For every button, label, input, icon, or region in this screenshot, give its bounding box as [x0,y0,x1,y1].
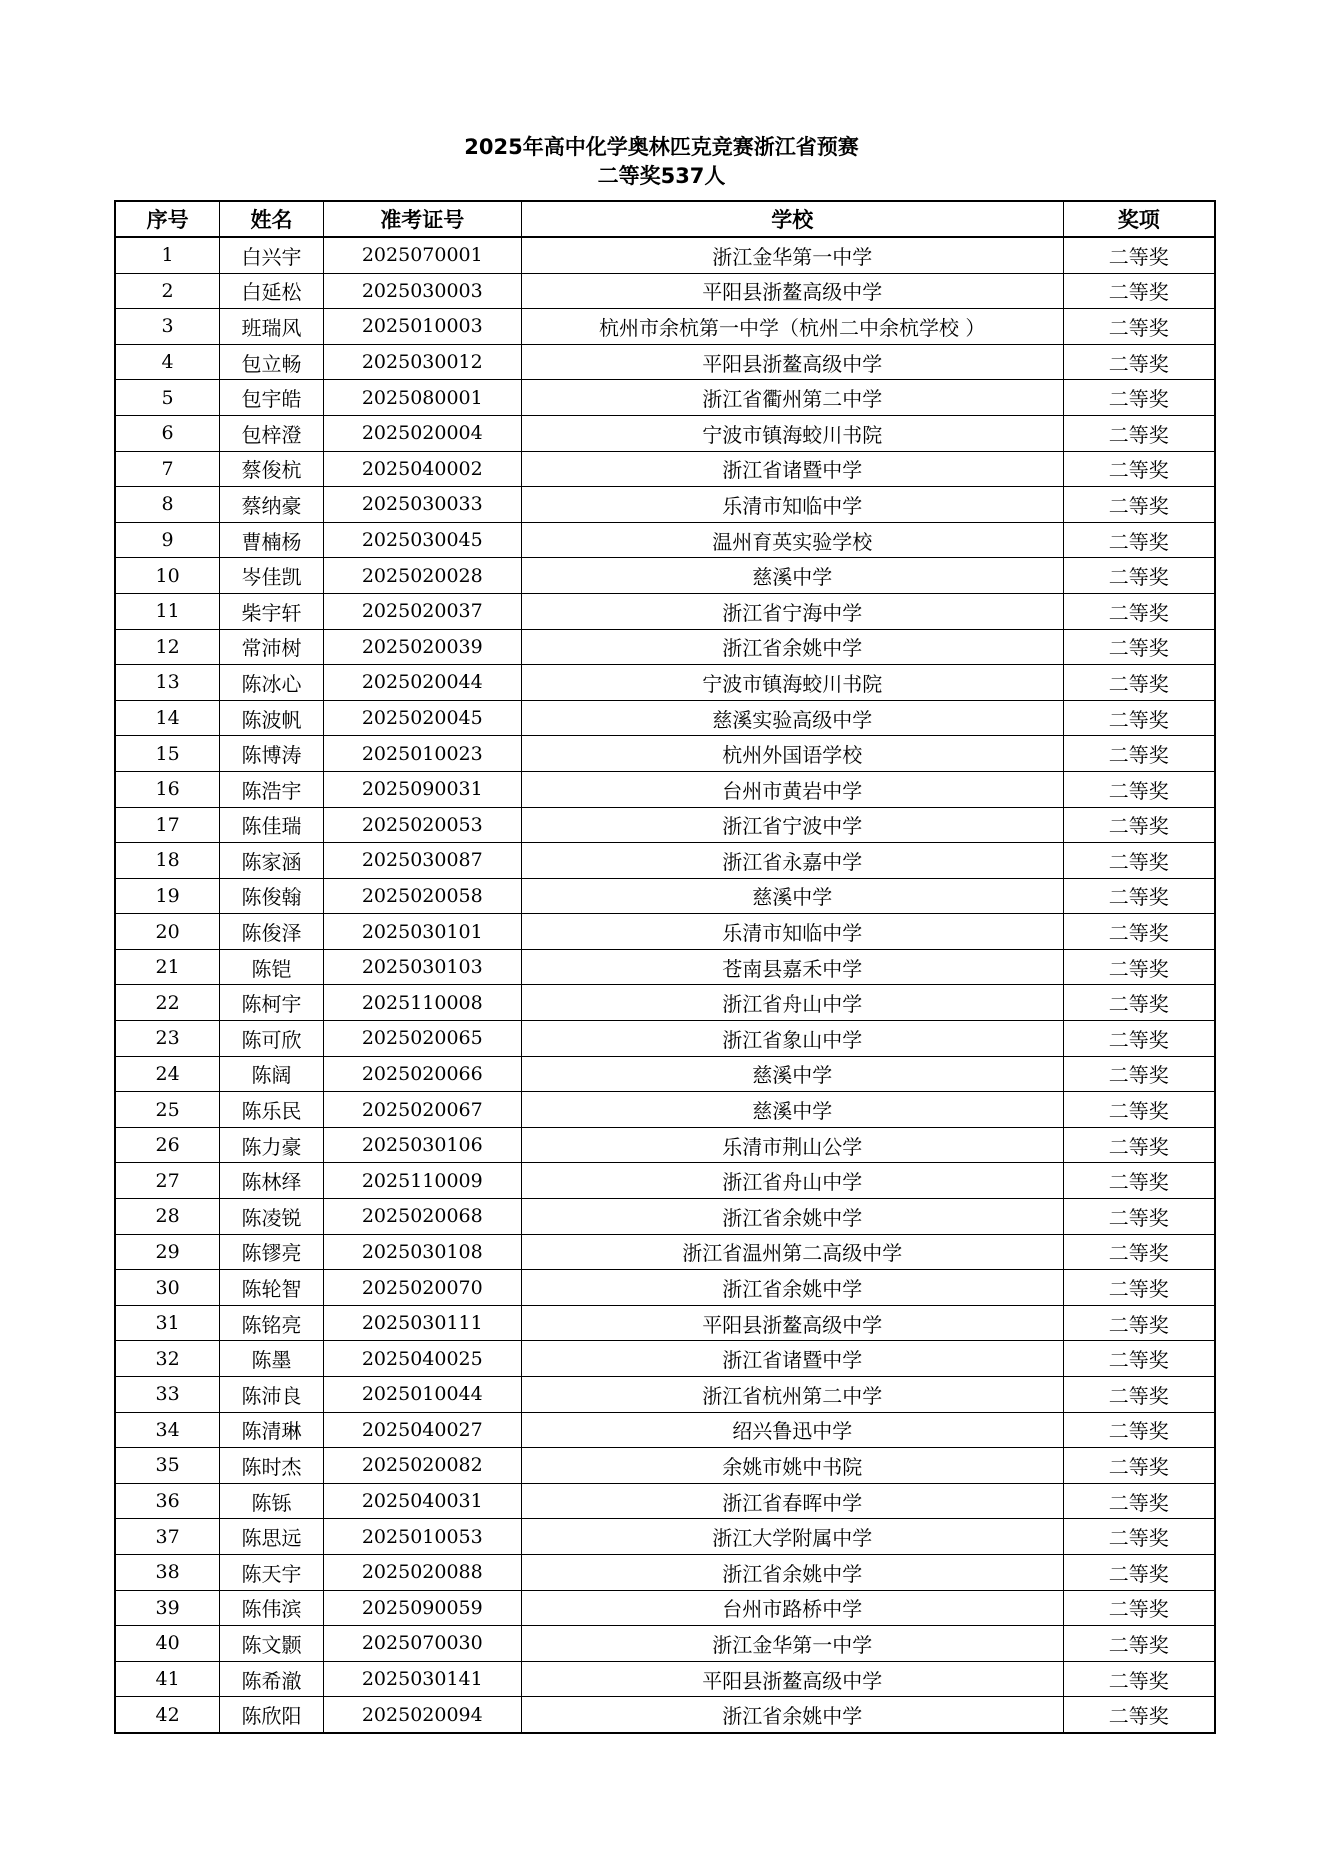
cell-number: 3 [115,309,220,345]
cell-exam-id: 2025020028 [323,558,521,594]
cell-award: 二等奖 [1063,629,1215,665]
cell-exam-id: 2025010053 [323,1519,521,1555]
table-row [115,1341,1215,1377]
table-row [115,415,1215,451]
cell-number: 29 [115,1234,220,1270]
table-row [115,558,1215,594]
cell-name: 柴宇轩 [220,593,324,629]
cell-award: 二等奖 [1063,1092,1215,1128]
cell-award: 二等奖 [1063,1305,1215,1341]
cell-school: 温州育英实验学校 [521,522,1063,558]
table-row [115,380,1215,416]
cell-name: 陈佳瑞 [220,807,324,843]
cell-name: 白延松 [220,273,324,309]
table-row [115,1697,1215,1733]
table-row [115,1021,1215,1057]
table-row [115,1448,1215,1484]
cell-exam-id: 2025020088 [323,1554,521,1590]
table-row [115,1483,1215,1519]
cell-number: 28 [115,1199,220,1235]
cell-school: 余姚市姚中书院 [521,1448,1063,1484]
cell-award: 二等奖 [1063,1163,1215,1199]
cell-number: 37 [115,1519,220,1555]
cell-school: 浙江省舟山中学 [521,1163,1063,1199]
cell-exam-id: 2025030033 [323,487,521,523]
table-row [115,629,1215,665]
cell-number: 25 [115,1092,220,1128]
cell-exam-id: 2025030087 [323,843,521,879]
cell-school: 平阳县浙鳌高级中学 [521,344,1063,380]
cell-exam-id: 2025030108 [323,1234,521,1270]
cell-name: 包立畅 [220,344,324,380]
cell-name: 陈文颢 [220,1626,324,1662]
cell-exam-id: 2025030141 [323,1661,521,1697]
cell-award: 二等奖 [1063,309,1215,345]
cell-name: 陈伟滨 [220,1590,324,1626]
cell-exam-id: 2025020065 [323,1021,521,1057]
cell-award: 二等奖 [1063,415,1215,451]
cell-name: 岑佳凯 [220,558,324,594]
cell-name: 白兴宇 [220,237,324,273]
cell-award: 二等奖 [1063,1554,1215,1590]
table-row [115,1626,1215,1662]
table-row [115,1199,1215,1235]
cell-exam-id: 2025110009 [323,1163,521,1199]
cell-number: 42 [115,1697,220,1733]
cell-school: 浙江大学附属中学 [521,1519,1063,1555]
cell-number: 31 [115,1305,220,1341]
cell-exam-id: 2025110008 [323,985,521,1021]
cell-number: 11 [115,593,220,629]
cell-number: 27 [115,1163,220,1199]
header-cell-school: 学校 [521,201,1063,237]
table-row [115,700,1215,736]
cell-number: 22 [115,985,220,1021]
cell-exam-id: 2025040002 [323,451,521,487]
cell-school: 台州市路桥中学 [521,1590,1063,1626]
cell-award: 二等奖 [1063,949,1215,985]
cell-name: 包宇皓 [220,380,324,416]
cell-name: 蔡纳豪 [220,487,324,523]
header-cell-award: 奖项 [1063,201,1215,237]
cell-award: 二等奖 [1063,1341,1215,1377]
cell-award: 二等奖 [1063,985,1215,1021]
table-row [115,843,1215,879]
cell-name: 陈柯宇 [220,985,324,1021]
cell-number: 20 [115,914,220,950]
cell-award: 二等奖 [1063,273,1215,309]
cell-number: 34 [115,1412,220,1448]
cell-exam-id: 2025020004 [323,415,521,451]
cell-name: 陈林绎 [220,1163,324,1199]
cell-exam-id: 2025030103 [323,949,521,985]
cell-school: 绍兴鲁迅中学 [521,1412,1063,1448]
cell-name: 陈冰心 [220,665,324,701]
cell-exam-id: 2025040025 [323,1341,521,1377]
cell-exam-id: 2025020094 [323,1697,521,1733]
cell-name: 曹楠杨 [220,522,324,558]
cell-exam-id: 2025030012 [323,344,521,380]
cell-school: 浙江省余姚中学 [521,1270,1063,1306]
table-row [115,665,1215,701]
cell-name: 陈俊泽 [220,914,324,950]
cell-exam-id: 2025010003 [323,309,521,345]
table-row [115,1661,1215,1697]
table-row [115,344,1215,380]
cell-exam-id: 2025020045 [323,700,521,736]
cell-school: 浙江省余姚中学 [521,629,1063,665]
cell-award: 二等奖 [1063,1377,1215,1413]
cell-school: 浙江省杭州第二中学 [521,1377,1063,1413]
cell-number: 7 [115,451,220,487]
cell-school: 乐清市荆山公学 [521,1127,1063,1163]
cell-number: 4 [115,344,220,380]
cell-award: 二等奖 [1063,1127,1215,1163]
table-row [115,1163,1215,1199]
cell-exam-id: 2025070001 [323,237,521,273]
cell-name: 陈阔 [220,1056,324,1092]
cell-name: 陈俊翰 [220,878,324,914]
cell-name: 陈铭亮 [220,1305,324,1341]
cell-award: 二等奖 [1063,344,1215,380]
cell-number: 14 [115,700,220,736]
cell-exam-id: 2025080001 [323,380,521,416]
cell-school: 浙江省宁波中学 [521,807,1063,843]
cell-exam-id: 2025070030 [323,1626,521,1662]
cell-exam-id: 2025020053 [323,807,521,843]
cell-award: 二等奖 [1063,1448,1215,1484]
cell-number: 32 [115,1341,220,1377]
table-row [115,593,1215,629]
cell-school: 杭州市余杭第一中学（杭州二中余杭学校 ） [521,309,1063,345]
cell-school: 浙江省余姚中学 [521,1554,1063,1590]
document-subtitle: 二等奖537人 [597,164,726,188]
cell-exam-id: 2025030003 [323,273,521,309]
cell-school: 乐清市知临中学 [521,914,1063,950]
cell-award: 二等奖 [1063,1021,1215,1057]
cell-number: 12 [115,629,220,665]
header-cell-exam-id: 准考证号 [323,201,521,237]
cell-name: 陈铄 [220,1483,324,1519]
cell-number: 23 [115,1021,220,1057]
cell-school: 浙江省永嘉中学 [521,843,1063,879]
cell-number: 6 [115,415,220,451]
cell-number: 35 [115,1448,220,1484]
cell-school: 浙江省衢州第二中学 [521,380,1063,416]
cell-school: 台州市黄岩中学 [521,771,1063,807]
cell-award: 二等奖 [1063,1590,1215,1626]
table-row [115,736,1215,772]
cell-number: 24 [115,1056,220,1092]
cell-number: 18 [115,843,220,879]
cell-number: 36 [115,1483,220,1519]
cell-award: 二等奖 [1063,665,1215,701]
table-row [115,914,1215,950]
table-row [115,1554,1215,1590]
header-cell-name: 姓名 [220,201,324,237]
cell-exam-id: 2025020070 [323,1270,521,1306]
cell-award: 二等奖 [1063,487,1215,523]
cell-name: 陈沛良 [220,1377,324,1413]
cell-name: 陈铠 [220,949,324,985]
table-row [115,807,1215,843]
cell-school: 慈溪中学 [521,878,1063,914]
cell-school: 浙江省余姚中学 [521,1199,1063,1235]
cell-name: 包梓澄 [220,415,324,451]
cell-name: 陈思远 [220,1519,324,1555]
table-body [115,237,1215,1733]
cell-school: 慈溪中学 [521,1092,1063,1128]
cell-award: 二等奖 [1063,1199,1215,1235]
cell-number: 9 [115,522,220,558]
cell-school: 浙江省温州第二高级中学 [521,1234,1063,1270]
cell-name: 陈轮智 [220,1270,324,1306]
cell-award: 二等奖 [1063,1270,1215,1306]
table-row [115,237,1215,273]
cell-number: 19 [115,878,220,914]
cell-number: 38 [115,1554,220,1590]
cell-name: 陈镠亮 [220,1234,324,1270]
cell-school: 平阳县浙鳌高级中学 [521,1305,1063,1341]
cell-award: 二等奖 [1063,380,1215,416]
cell-school: 苍南县嘉禾中学 [521,949,1063,985]
table-row [115,1234,1215,1270]
header-row [115,201,1215,237]
cell-number: 30 [115,1270,220,1306]
table-row [115,1127,1215,1163]
cell-award: 二等奖 [1063,1519,1215,1555]
table-row [115,309,1215,345]
cell-name: 陈墨 [220,1341,324,1377]
cell-name: 陈可欣 [220,1021,324,1057]
cell-number: 15 [115,736,220,772]
table-row [115,1305,1215,1341]
cell-exam-id: 2025020067 [323,1092,521,1128]
table-row [115,1092,1215,1128]
table-row [115,1270,1215,1306]
cell-award: 二等奖 [1063,843,1215,879]
cell-number: 16 [115,771,220,807]
table-row [115,1412,1215,1448]
cell-school: 浙江省舟山中学 [521,985,1063,1021]
cell-number: 40 [115,1626,220,1662]
cell-exam-id: 2025020068 [323,1199,521,1235]
cell-exam-id: 2025010023 [323,736,521,772]
cell-award: 二等奖 [1063,593,1215,629]
cell-award: 二等奖 [1063,1697,1215,1733]
cell-number: 1 [115,237,220,273]
cell-exam-id: 2025090031 [323,771,521,807]
cell-school: 浙江省诸暨中学 [521,1341,1063,1377]
table-row [115,771,1215,807]
table-row [115,1056,1215,1092]
cell-number: 26 [115,1127,220,1163]
cell-award: 二等奖 [1063,771,1215,807]
cell-school: 浙江省象山中学 [521,1021,1063,1057]
cell-school: 浙江省诸暨中学 [521,451,1063,487]
cell-award: 二等奖 [1063,736,1215,772]
cell-name: 陈家涵 [220,843,324,879]
cell-school: 浙江省春晖中学 [521,1483,1063,1519]
table-row [115,1377,1215,1413]
table-row [115,1519,1215,1555]
cell-name: 陈凌锐 [220,1199,324,1235]
cell-exam-id: 2025020039 [323,629,521,665]
table-row [115,487,1215,523]
cell-number: 41 [115,1661,220,1697]
cell-award: 二等奖 [1063,451,1215,487]
cell-school: 平阳县浙鳌高级中学 [521,273,1063,309]
cell-number: 8 [115,487,220,523]
cell-award: 二等奖 [1063,522,1215,558]
cell-award: 二等奖 [1063,1483,1215,1519]
cell-exam-id: 2025030111 [323,1305,521,1341]
cell-award: 二等奖 [1063,878,1215,914]
cell-name: 陈力豪 [220,1127,324,1163]
cell-exam-id: 2025040031 [323,1483,521,1519]
table-row [115,1590,1215,1626]
cell-name: 蔡俊杭 [220,451,324,487]
cell-exam-id: 2025090059 [323,1590,521,1626]
cell-name: 陈欣阳 [220,1697,324,1733]
table-row [115,878,1215,914]
cell-school: 平阳县浙鳌高级中学 [521,1661,1063,1697]
table-row [115,451,1215,487]
cell-school: 宁波市镇海蛟川书院 [521,415,1063,451]
cell-award: 二等奖 [1063,1412,1215,1448]
cell-exam-id: 2025020082 [323,1448,521,1484]
table-header [115,201,1215,237]
cell-number: 17 [115,807,220,843]
cell-number: 33 [115,1377,220,1413]
table-row [115,273,1215,309]
cell-exam-id: 2025030106 [323,1127,521,1163]
table-row [115,522,1215,558]
cell-number: 5 [115,380,220,416]
cell-exam-id: 2025020066 [323,1056,521,1092]
cell-school: 浙江省宁海中学 [521,593,1063,629]
cell-school: 杭州外国语学校 [521,736,1063,772]
cell-name: 陈希澈 [220,1661,324,1697]
cell-number: 21 [115,949,220,985]
cell-name: 班瑞风 [220,309,324,345]
cell-school: 宁波市镇海蛟川书院 [521,665,1063,701]
cell-school: 慈溪实验高级中学 [521,700,1063,736]
cell-school: 慈溪中学 [521,558,1063,594]
cell-name: 陈天宇 [220,1554,324,1590]
cell-exam-id: 2025020037 [323,593,521,629]
cell-exam-id: 2025010044 [323,1377,521,1413]
cell-exam-id: 2025040027 [323,1412,521,1448]
cell-number: 39 [115,1590,220,1626]
cell-award: 二等奖 [1063,237,1215,273]
cell-exam-id: 2025030101 [323,914,521,950]
cell-number: 2 [115,273,220,309]
cell-award: 二等奖 [1063,1626,1215,1662]
cell-school: 乐清市知临中学 [521,487,1063,523]
cell-school: 浙江金华第一中学 [521,237,1063,273]
document-title: 2025年高中化学奥林匹克竞赛浙江省预赛 [464,135,859,159]
cell-name: 陈波帆 [220,700,324,736]
cell-school: 浙江省余姚中学 [521,1697,1063,1733]
cell-award: 二等奖 [1063,1056,1215,1092]
table-row [115,985,1215,1021]
cell-school: 浙江金华第一中学 [521,1626,1063,1662]
cell-award: 二等奖 [1063,1661,1215,1697]
award-table [114,200,1216,1734]
cell-name: 陈浩宇 [220,771,324,807]
cell-name: 陈时杰 [220,1448,324,1484]
cell-name: 常沛树 [220,629,324,665]
cell-award: 二等奖 [1063,807,1215,843]
cell-school: 慈溪中学 [521,1056,1063,1092]
cell-number: 13 [115,665,220,701]
table-row [115,949,1215,985]
cell-exam-id: 2025030045 [323,522,521,558]
header-cell-number: 序号 [115,201,220,237]
cell-award: 二等奖 [1063,1234,1215,1270]
cell-award: 二等奖 [1063,558,1215,594]
cell-award: 二等奖 [1063,914,1215,950]
cell-name: 陈乐民 [220,1092,324,1128]
cell-name: 陈清琳 [220,1412,324,1448]
cell-name: 陈博涛 [220,736,324,772]
cell-exam-id: 2025020044 [323,665,521,701]
cell-exam-id: 2025020058 [323,878,521,914]
cell-award: 二等奖 [1063,700,1215,736]
cell-number: 10 [115,558,220,594]
